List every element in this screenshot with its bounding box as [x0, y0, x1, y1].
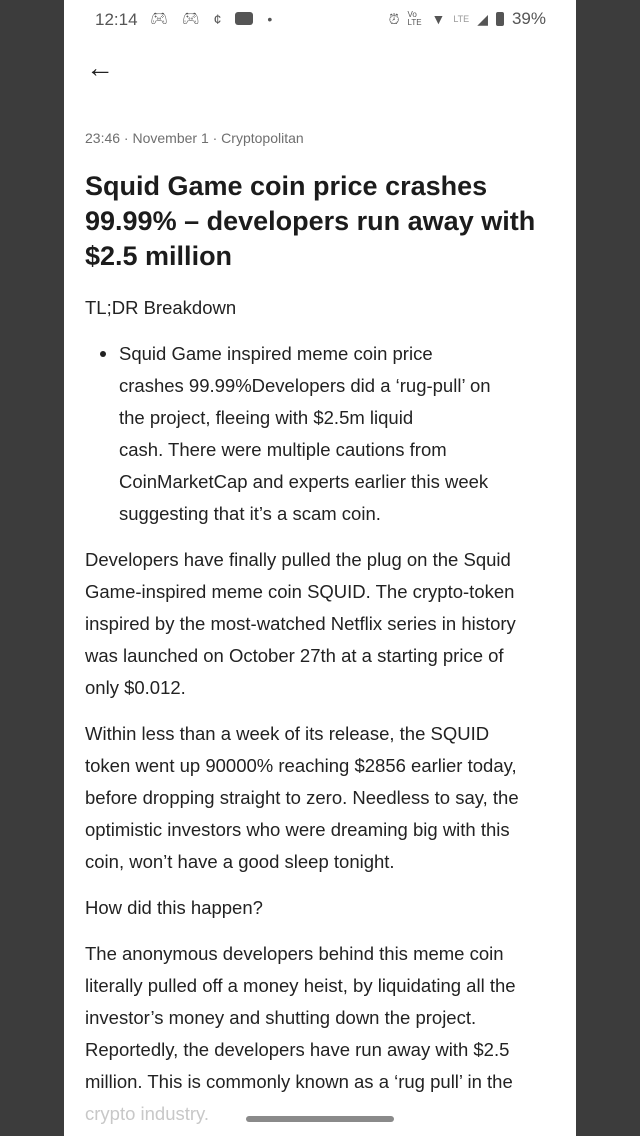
status-bar	[64, 0, 576, 40]
text-line: Game-inspired meme coin SQUID. The crypto-token	[85, 581, 515, 602]
text-line: investor’s money and shutting down the project.	[85, 1007, 477, 1028]
article-title: Squid Game coin price crashes 99.99% – developers run away with $2.5 million	[85, 171, 536, 271]
text-line: literally pulled off a money heist, by liquidating all the	[85, 975, 516, 996]
more-dot-icon: •	[267, 10, 273, 27]
text-line: optimistic investors who were dreaming big with this	[85, 819, 510, 840]
status-time: 12:14	[95, 10, 138, 29]
text-line: How did this happen?	[85, 897, 263, 918]
text-line: million. This is commonly known as a ‘rug pull’ in the	[85, 1071, 513, 1092]
system-icons	[389, 9, 546, 29]
alarm-icon: ⏰︎	[388, 10, 400, 27]
wifi-icon: ▼	[431, 11, 446, 27]
article-body	[85, 292, 555, 1136]
text-line: Reportedly, the developers have run away with $2.5	[85, 1039, 510, 1060]
text-line: token went up 90000% reaching $2856 earlier today,	[85, 755, 517, 776]
text-line: Developers have finally pulled the plug on the Squid	[85, 549, 511, 570]
paragraph	[85, 544, 555, 704]
text-line: the project, fleeing with $2.5m liquid	[119, 407, 414, 428]
paragraph	[85, 892, 555, 924]
battery-icon	[496, 12, 504, 26]
gesture-nav-handle[interactable]	[246, 1116, 394, 1122]
text-line: Within less than a week of its release, the SQUID	[85, 723, 490, 744]
phone-screen	[64, 0, 576, 1136]
game-controller-icon: 🎮︎	[150, 10, 168, 26]
text-line: The anonymous developers behind this meme coin	[85, 943, 504, 964]
text-line: was launched on October 27th at a starting price of	[85, 645, 504, 666]
cent-icon: ¢	[213, 10, 222, 27]
text-line: crashes 99.99%Developers did a ‘rug-pull’ on	[119, 375, 491, 396]
volte-icon: Vo LTE	[407, 10, 422, 27]
battery-percent: 39%	[511, 9, 546, 28]
text-line: CoinMarketCap and experts earlier this week	[119, 471, 489, 492]
text-line: TL;DR Breakdown	[85, 297, 237, 318]
bullet-item	[85, 338, 555, 530]
text-line: only $0.012.	[85, 677, 186, 698]
game-controller-icon: 🎮︎	[181, 10, 200, 26]
bullet-dot	[100, 351, 106, 357]
network-type: LTE	[453, 14, 470, 24]
paragraph	[85, 938, 555, 1130]
text-line: suggesting that it’s a scam coin.	[119, 503, 381, 524]
text-line: cash. There were multiple cautions from	[119, 439, 447, 460]
signal-icon: ◢	[477, 10, 488, 27]
text-line: coin, won’t have a good sleep tonight.	[85, 851, 395, 872]
text-line: inspired by the most-watched Netflix series in history	[85, 613, 516, 634]
text-line: Squid Game inspired meme coin price	[119, 343, 433, 364]
article-meta: 23:46 · November 1 · Cryptopolitan	[85, 130, 304, 146]
youtube-icon	[235, 12, 253, 25]
text-line: crypto industry.	[85, 1103, 210, 1124]
paragraph	[85, 718, 555, 878]
notification-icons	[150, 10, 272, 27]
paragraph	[85, 292, 555, 324]
text-line: before dropping straight to zero. Needless to say, the	[85, 787, 519, 808]
back-arrow-icon[interactable]: ←	[86, 52, 114, 83]
